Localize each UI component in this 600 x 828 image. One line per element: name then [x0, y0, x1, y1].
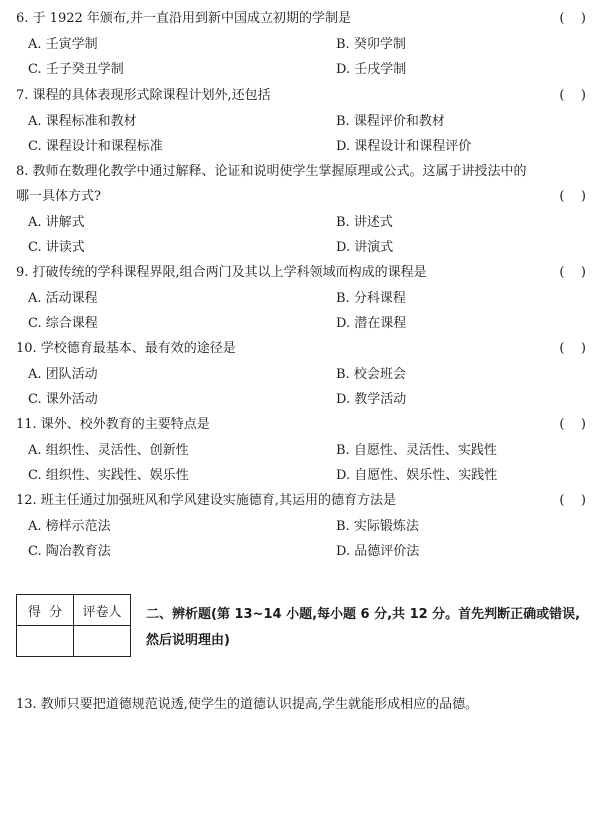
question-text: 12. 班主任通过加强班风和学风建设实施德育,其运用的德育方法是: [16, 493, 396, 508]
option-b: B. 癸卯学制: [336, 37, 406, 52]
question-stem: [16, 264, 586, 282]
option-c: C. 组织性、实践性、娱乐性: [28, 468, 189, 483]
option-a: A. 讲解式: [28, 215, 85, 230]
option-a: A. 组织性、灵活性、创新性: [28, 443, 189, 458]
option-a: A. 榜样示范法: [28, 519, 111, 534]
option-a: A. 壬寅学制: [28, 37, 98, 52]
option-d: D. 壬戌学制: [336, 62, 407, 77]
option-c: C. 课程设计和课程标准: [28, 139, 163, 154]
option-d: D. 潜在课程: [336, 316, 407, 331]
answer-blank: ( ): [559, 88, 586, 103]
question-stem: [16, 87, 586, 105]
question-stem: [16, 163, 586, 181]
option-c: C. 陶冶教育法: [28, 544, 111, 559]
option-d: D. 讲演式: [336, 240, 394, 255]
answer-blank: ( ): [559, 493, 586, 508]
answer-blank: ( ): [559, 11, 586, 26]
option-c: C. 壬子癸丑学制: [28, 62, 124, 77]
option-d: D. 自愿性、娱乐性、实践性: [336, 468, 498, 483]
question-stem: [16, 340, 586, 358]
question-text: 9. 打破传统的学科课程界限,组合两门及其以上学科领域而构成的课程是: [16, 265, 427, 280]
question-stem: [16, 416, 586, 434]
option-b: B. 自愿性、灵活性、实践性: [336, 443, 497, 458]
option-b: B. 校会班会: [336, 367, 406, 382]
question-stem: [16, 492, 586, 510]
option-b: B. 实际锻炼法: [336, 519, 419, 534]
question-text-cont: 哪一具体方式?: [16, 189, 101, 204]
option-b: B. 讲述式: [336, 215, 393, 230]
grader-cell[interactable]: [74, 626, 131, 657]
question-text: 7. 课程的具体表现形式除课程计划外,还包括: [16, 88, 271, 103]
question-12: [16, 492, 586, 559]
score-label: 得 分: [17, 595, 74, 626]
question-stem: [16, 10, 586, 28]
answer-blank: ( ): [559, 417, 586, 432]
question-text: 10. 学校德育最基本、最有效的途径是: [16, 341, 236, 356]
question-stem-line2: [16, 188, 586, 206]
option-d: D. 品德评价法: [336, 544, 420, 559]
option-b: B. 分科课程: [336, 291, 406, 306]
option-c: C. 课外活动: [28, 392, 98, 407]
question-7: [16, 87, 586, 154]
answer-blank: ( ): [559, 189, 586, 204]
score-cell[interactable]: [17, 626, 74, 657]
question-8: [16, 163, 586, 255]
option-a: A. 课程标准和教材: [28, 114, 137, 129]
answer-blank: ( ): [559, 265, 586, 280]
question-6: [16, 10, 586, 77]
question-text: 8. 教师在数理化教学中通过解释、论证和说明使学生掌握原理或公式。这属于讲授法中的: [16, 164, 527, 179]
question-text: 11. 课外、校外教育的主要特点是: [16, 417, 210, 432]
answer-blank: ( ): [559, 341, 586, 356]
score-table: [16, 594, 131, 657]
question-10: [16, 340, 586, 407]
grader-label: 评卷人: [74, 595, 131, 626]
question-text: 6. 于 1922 年颁布,并一直沿用到新中国成立初期的学制是: [16, 11, 352, 26]
section-heading: 二、辨析题(第 13~14 小题,每小题 6 分,共 12 分。首先判断正确或错误,然后说明理由): [146, 607, 581, 648]
option-c: C. 讲读式: [28, 240, 85, 255]
option-a: A. 活动课程: [28, 291, 98, 306]
question-11: [16, 416, 586, 483]
question-9: [16, 264, 586, 331]
option-c: C. 综合课程: [28, 316, 98, 331]
option-d: D. 教学活动: [336, 392, 407, 407]
option-b: B. 课程评价和教材: [336, 114, 445, 129]
question-13: 13. 教师只要把道德规范说透,使学生的道德认识提高,学生就能形成相应的品德。: [16, 697, 479, 712]
option-a: A. 团队活动: [28, 367, 98, 382]
option-d: D. 课程设计和课程评价: [336, 139, 472, 154]
